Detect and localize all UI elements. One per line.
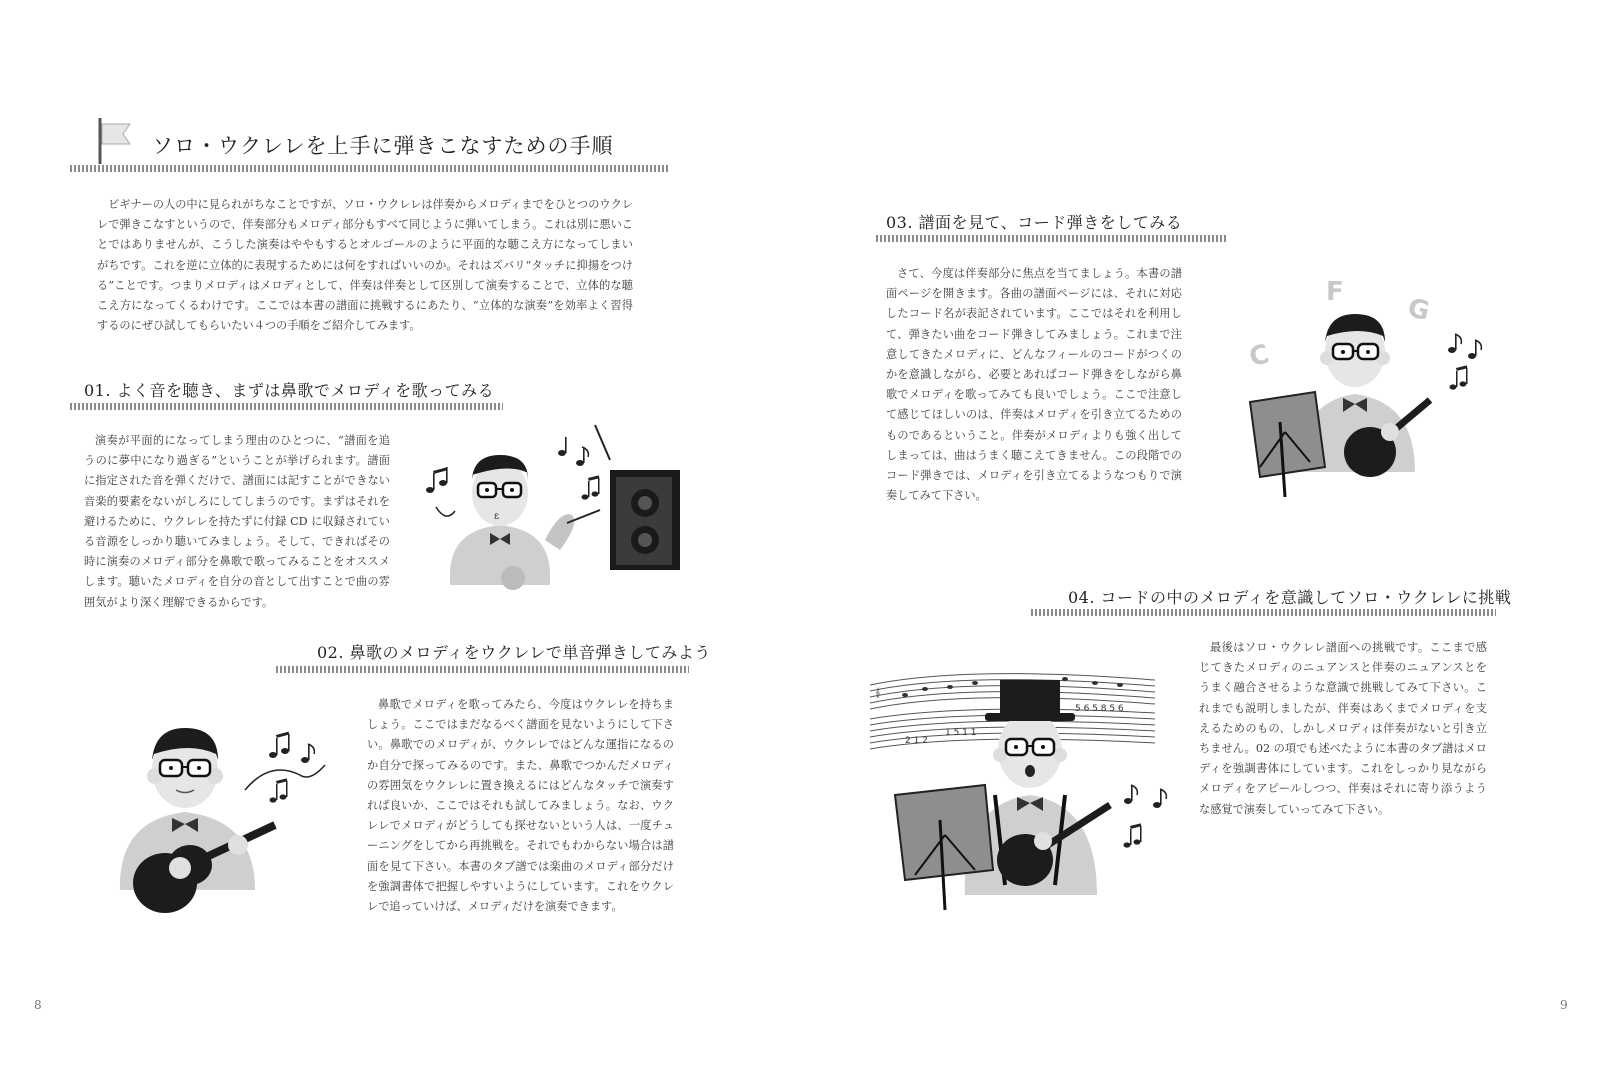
ukulele-player-illustration [110, 720, 340, 920]
music-note-icon [269, 732, 314, 803]
section-04-heading: 04. コードの中のメロディを意識してソロ・ウクレレに挑戦 [1068, 588, 1512, 607]
svg-text:𝄞: 𝄞 [875, 688, 881, 698]
chord-letter: C [1246, 339, 1273, 374]
title-divider [70, 165, 670, 172]
page-number-right: 9 [1560, 998, 1568, 1012]
section-02-divider [276, 666, 689, 673]
svg-text:ε: ε [494, 511, 500, 522]
section-02-heading: 02. 鼻歌のメロディをウクレレで単音弾きしてみよう [317, 643, 711, 662]
humming-man-illustration [410, 415, 700, 600]
speaker-icon [610, 470, 680, 570]
section-03-text: さて、今度は伴奏部分に焦点を当てましょう。本書の譜面ページを開きます。各曲の譜面ページには、それに対応したコード名が表記されています。ここではそれを利用して、弾きたい曲をコード弾きしてみましょう。これまで注意してきたメロディに、どんなフィールのコードがつくのかを意識しながら、必要とあればコード弾きをしながら鼻歌でメロディを歌ってみても良いでしょう。ここで注意して感じてほしいのは、伴奏はメロディを引き立てるためのものであるということ。伴奏がメロディよりも強く出してしまっては、曲はうまく聴こえてきません。この段階でのコード弾きでは、メロディを引き立てるようなつもりで演奏してみて下さい。 [886, 267, 1182, 503]
section-03-divider [876, 235, 1226, 242]
page-number-left: 8 [34, 998, 42, 1012]
music-note-icon [1124, 785, 1167, 848]
svg-text:5 6 5 8 5 6: 5 6 5 8 5 6 [1075, 704, 1124, 714]
music-note-icon [426, 467, 448, 493]
intro-paragraph: ビギナーの人の中に見られがちなことですが、ソロ・ウクレレは伴奏からメロディまでをひとつのウクレレで弾きこなすというので、伴奏部分もメロディ部分もすべて同じように弾いてしまう。これは別に悪いことではありませんが、こうした演奏はややもするとオルゴールのように平面的な聴こえ方になってしまいがちです。これを逆に立体的に表現するためには何をすればいいのか。それはズバリ“タッチに抑揚をつける”ことです。つまりメロディはメロディとして、伴奏は伴奏として区別して演奏することで、立体的な聴こえ方になってくるわけです。ここでは本書の譜面に挑戦するにあたり、“立体的な演奏”を効率よく習得するのにぜひ試してもらいたい４つの手順をご紹介してみます。 [97, 198, 633, 333]
flag-icon [96, 118, 136, 166]
section-04-divider [1031, 609, 1496, 616]
section-03-heading: 03. 譜面を見て、コード弾きをしてみる [886, 213, 1183, 232]
section-01-divider [70, 403, 503, 410]
page-title: ソロ・ウクレレを上手に弾きこなすための手順 [152, 134, 614, 158]
music-stand-icon [1250, 392, 1325, 497]
chord-player-illustration [1240, 272, 1500, 507]
section-04-text: 最後はソロ・ウクレレ譜面への挑戦です。ここまで感じてきたメロディのニュアンスと伴奏のニュアンスとをうまく融合させるような意識で挑戦してみて下さい。これまでも説明しましたが、伴奏はあくまでメロディを支えるためのもの、しかしメロディは伴奏がないと引き立ちません。02 の項でも述べたように本書のタブ譜はメロディを強調書体にしています。これをしっかり見ながらメロディをアピールしつつ、伴奏はそれに寄り添うような感覚で演奏していってみて下さい。 [1199, 641, 1487, 816]
section-02-text: 鼻歌でメロディを歌ってみたら、今度はウクレレを持ちましょう。ここではまだなるべく譜面を見ないようにして下さい。鼻歌でのメロディが、ウクレレではどんな運指になるのか自分で探ってみるのです。また、鼻歌でつかんだメロディの雰囲気をウクレレに置き換えるにはどんなタッチで演奏すれば良いか、ここではそれも試してみましょう。なお、ウクレレでメロディがどうしても探せないという人は、一度チューニングをしてから再挑戦を。それでもわからない場合は譜面を見て下さい。本書のタブ譜では楽曲のメロディ部分だけを強調書体で把握しやすいようにしています。これをウクレレで追っていけば、メロディだけを演奏できます。 [367, 698, 674, 914]
chord-letter: G [1405, 293, 1433, 328]
svg-text:2 1 2: 2 1 2 [905, 736, 928, 746]
chord-letter: F [1326, 277, 1344, 307]
music-note-icon [1448, 334, 1481, 390]
section-01-text: 演奏が平面的になってしまう理由のひとつに、“譜面を追うのに夢中になり過ぎる”ということが挙げられます。譜面に指定された音を弾くだけで、譜面には記すことができない音楽的要素をないがしろにしてしまうのです。まずはそれを避けるために、ウクレレを持たずに付録 CD に収録されている音源をしっかり聴いてみましょう。そして、できればその時に演奏のメロディ部分を鼻歌で歌ってみることをオススメします。聴いたメロディを自分の音として出すことで曲の雰囲気がより深く理解できるからです。 [84, 434, 390, 609]
section-01-heading: 01. よく音を聴き、まずは鼻歌でメロディを歌ってみる [84, 381, 495, 400]
singing-player-illustration [865, 655, 1185, 915]
svg-text:1 5 1 1: 1 5 1 1 [945, 728, 977, 738]
